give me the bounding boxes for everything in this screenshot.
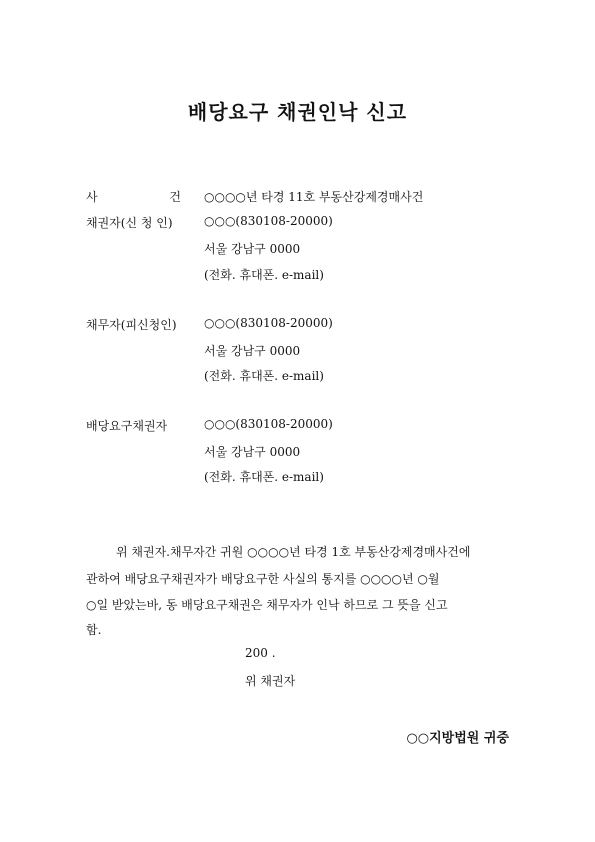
- debtor-contact: (전화. 휴대폰. e-mail): [204, 369, 324, 383]
- dividend-creditor-address: 서울 강남구 0000: [204, 445, 301, 459]
- case-label-a: 사: [86, 190, 98, 204]
- creditor-contact: (전화. 휴대폰. e-mail): [204, 268, 324, 282]
- body-line-4: 함.: [86, 623, 102, 637]
- body-line-1: 위 채권자.채무자간 귀원 ○○○○년 타경 1호 부동산강제경매사건에: [116, 545, 471, 559]
- debtor-name: ○○○(830108-20000): [204, 316, 333, 330]
- date-line: 200 .: [245, 646, 276, 660]
- creditor-label: 채권자(신 청 인): [86, 216, 173, 230]
- body-line-3: ○일 받았는바, 동 배당요구채권은 채무자가 인낙 하므로 그 뜻을 신고: [86, 598, 448, 612]
- case-label-b: 건: [169, 190, 181, 204]
- dividend-creditor-label: 배당요구채권자: [86, 419, 168, 433]
- creditor-name: ○○○(830108-20000): [204, 214, 333, 228]
- case-label: [86, 188, 181, 205]
- case-value: ○○○○년 타경 11호 부동산강제경매사건: [204, 190, 424, 204]
- body-line-2: 관하여 배당요구채권자가 배당요구한 사실의 통지를 ○○○○년 ○월: [86, 572, 440, 586]
- debtor-label: 채무자(피신청인): [86, 318, 177, 332]
- document-title: 배당요구 채권인낙 신고: [187, 100, 408, 124]
- dividend-creditor-name: ○○○(830108-20000): [204, 417, 333, 431]
- debtor-address: 서울 강남구 0000: [204, 344, 301, 358]
- signer-line: 위 채권자: [245, 674, 296, 688]
- creditor-address: 서울 강남구 0000: [204, 242, 301, 256]
- court-addressee: ○○지방법원 귀중: [406, 731, 509, 746]
- dividend-creditor-contact: (전화. 휴대폰. e-mail): [204, 470, 324, 484]
